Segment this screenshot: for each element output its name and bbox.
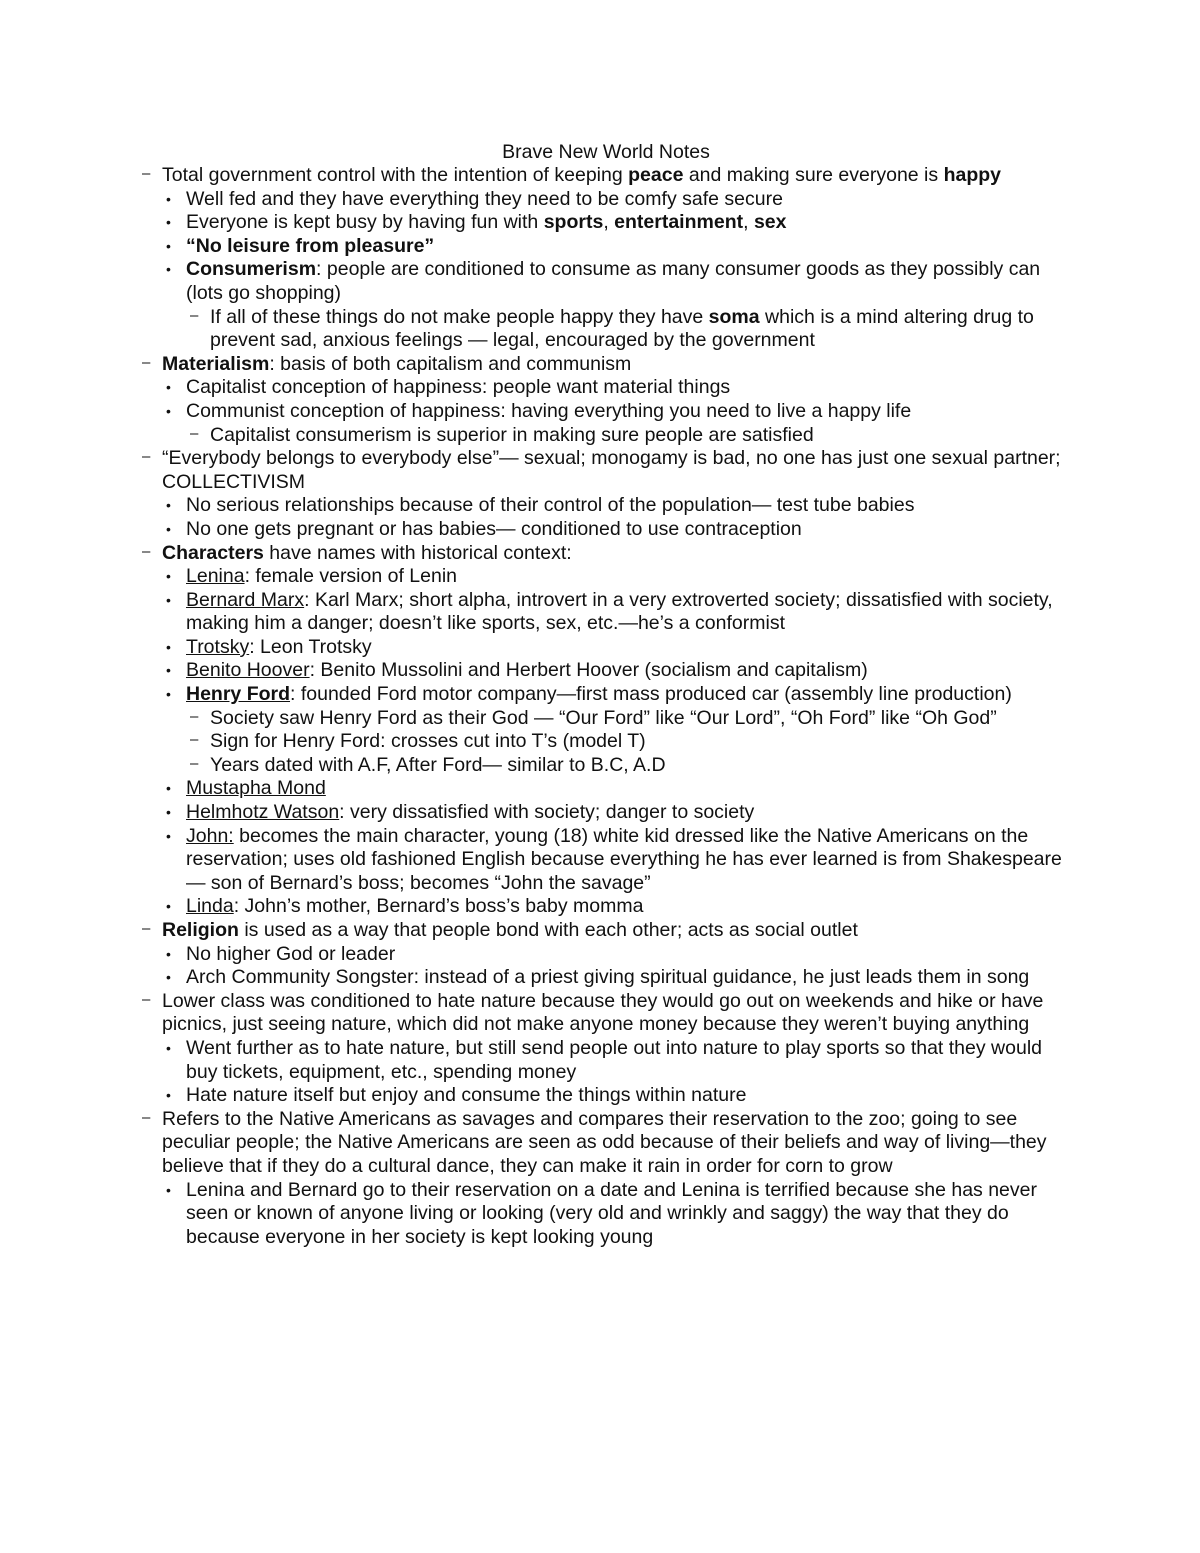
nested-list [186, 376, 1070, 447]
item-text: Sign for Henry Ford: crosses cut into T’s (model T) [210, 730, 646, 753]
bullet-item [186, 589, 1070, 636]
notes-outline [162, 164, 1070, 1249]
sub-bullet-item [210, 424, 1070, 448]
nested-list [186, 1037, 1070, 1108]
bullet-item [186, 565, 1070, 589]
bullet-item [186, 518, 1070, 542]
nested-list [186, 943, 1070, 990]
item-text: Capitalist conception of happiness: people want material things [186, 376, 731, 399]
item-text: Years dated with A.F, After Ford— similar to B.C, A.D [210, 753, 666, 776]
item-text: No serious relationships because of their control of the population— test tube babies [186, 494, 915, 517]
bullet-item [186, 1037, 1070, 1084]
item-text: Mustapha Mond [186, 777, 326, 800]
bullet-item [186, 1179, 1070, 1250]
item-text: Communist conception of happiness: having everything you need to live a happy life [186, 399, 912, 422]
outline-item [162, 542, 1070, 920]
nested-list [186, 494, 1070, 541]
item-text: Refers to the Native Americans as savages and compares their reservation to the zoo; going to see peculiar people; the Native Americans are seen as odd because of their beliefs and way of living—they believe that if they do a cultural dance, they can make it rain in order for corn to grow [162, 1107, 1047, 1177]
outline-item [162, 447, 1070, 541]
nested-list [186, 188, 1070, 353]
item-text: Materialism: basis of both capitalism and communism [162, 352, 632, 375]
item-text: Hate nature itself but enjoy and consume the things within nature [186, 1084, 747, 1107]
item-text: If all of these things do not make people happy they have soma which is a mind altering drug to prevent sad, anxious feelings — legal, encouraged by the government [210, 305, 1034, 352]
item-text: Religion is used as a way that people bond with each other; acts as social outlet [162, 919, 858, 941]
item-text: Consumerism: people are conditioned to consume as many consumer goods as they possibly can (lots go shopping) [186, 258, 1041, 304]
outline-item [162, 919, 1070, 990]
item-text: Went further as to hate nature, but still send people out into nature to play sports so that they would buy tickets, equipment, etc., spending money [186, 1036, 1042, 1083]
sub-bullet-item [210, 754, 1070, 778]
bullet-item [186, 376, 1070, 400]
item-text: Characters have names with historical context: [162, 541, 572, 564]
item-text: Society saw Henry Ford as their God — “Our Ford” like “Our Lord”, “Oh Ford” like “Oh God” [210, 706, 997, 729]
bullet-item [186, 825, 1070, 896]
nested-list [210, 306, 1070, 353]
item-text: “Everybody belongs to everybody else”— sexual; monogamy is bad, no one has just one sexual partner; COLLECTIVISM [162, 447, 1061, 493]
bullet-item [186, 683, 1070, 777]
item-text: Lenina: female version of Lenin [186, 565, 458, 588]
item-text: Capitalist consumerism is superior in making sure people are satisfied [210, 423, 814, 446]
sub-bullet-item [210, 707, 1070, 731]
item-text: Benito Hoover: Benito Mussolini and Herbert Hoover (socialism and capitalism) [186, 659, 868, 682]
item-text: Lower class was conditioned to hate nature because they would go out on weekends and hike or have picnics, just seeing nature, which did not make anyone money because they weren’t buying anything [162, 989, 1044, 1036]
bullet-item [186, 400, 1070, 447]
item-text: John: becomes the main character, young (18) white kid dressed like the Native Americans on the reservation; uses old fashioned English because everything he has ever learned is from Shakespeare— son of Bernard’s boss; becomes “John the savage” [186, 824, 1062, 894]
bullet-item [186, 659, 1070, 683]
item-text: “No leisure from pleasure” [186, 234, 435, 257]
bullet-item [186, 966, 1070, 990]
sub-bullet-item [210, 730, 1070, 754]
bullet-item [186, 258, 1070, 352]
nested-list [210, 424, 1070, 448]
sub-bullet-item [210, 306, 1070, 353]
item-text: Linda: John’s mother, Bernard’s boss’s baby momma [186, 895, 644, 918]
nested-list [186, 565, 1070, 919]
outline-item [162, 1108, 1070, 1250]
item-text: Henry Ford: founded Ford motor company—first mass produced car (assembly line production) [186, 683, 1012, 706]
item-text: No higher God or leader [186, 942, 396, 965]
bullet-item [186, 777, 1070, 801]
item-text: Lenina and Bernard go to their reservation on a date and Lenina is terrified because she has never seen or known of anyone living or looking (very old and wrinkly and saggy) the way that they do because everyone in her society is kept looking young [186, 1178, 1037, 1248]
outline-item [162, 990, 1070, 1108]
item-text: Bernard Marx: Karl Marx; short alpha, introvert in a very extroverted society; dissatisfied with society, making him a danger; doesn’t like sports, sex, etc.—he’s a conformist [186, 588, 1053, 635]
item-text: Helmhotz Watson: very dissatisfied with society; danger to society [186, 801, 755, 824]
outline-item [162, 353, 1070, 447]
bullet-item [186, 494, 1070, 518]
bullet-item [186, 1084, 1070, 1108]
item-text: Well fed and they have everything they need to be comfy safe secure [186, 187, 783, 210]
bullet-item [186, 211, 1070, 235]
item-text: Arch Community Songster: instead of a priest giving spiritual guidance, he just leads them in song [186, 966, 1030, 989]
bullet-item [186, 188, 1070, 212]
bullet-item [186, 636, 1070, 660]
document-title: Brave New World Notes [502, 141, 710, 163]
item-text: Everyone is kept busy by having fun with sports, entertainment, sex [186, 211, 787, 234]
bullet-item [186, 801, 1070, 825]
outline-item [162, 164, 1070, 353]
nested-list [210, 707, 1070, 778]
item-text: No one gets pregnant or has babies— conditioned to use contraception [186, 517, 802, 540]
bullet-item [186, 943, 1070, 967]
item-text: Total government control with the intention of keeping peace and making sure everyone is happy [162, 164, 1001, 186]
item-text: Trotsky: Leon Trotsky [186, 635, 372, 658]
bullet-item [186, 235, 1070, 259]
bullet-item [186, 895, 1070, 919]
nested-list [186, 1179, 1070, 1250]
